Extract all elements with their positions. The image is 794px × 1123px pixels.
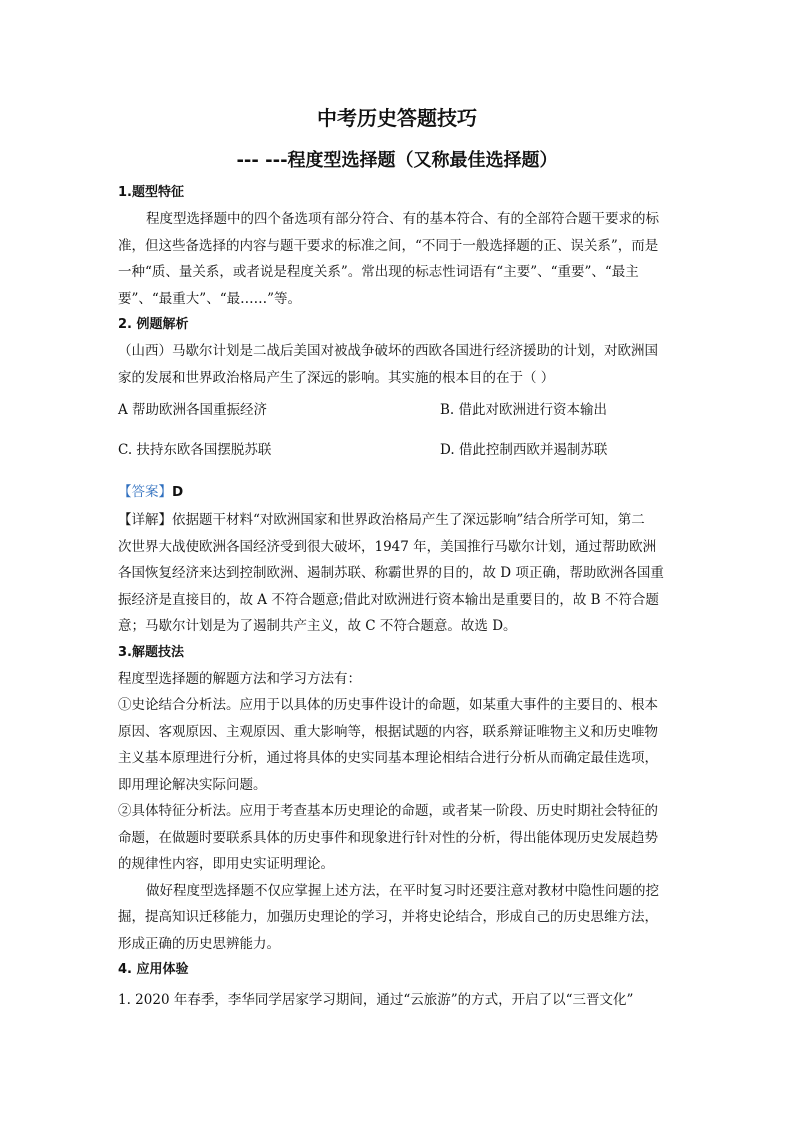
paragraph-line: 要”、“最重大”、“最……”等。	[118, 290, 302, 307]
option-c: C. 扶持东欧各国摆脱苏联	[118, 442, 272, 458]
section-heading-practice: 4. 应用体验	[118, 962, 189, 977]
paragraph-line: 准，但这些备选择的内容与题干要求的标准之间，“不同于一般选择题的正、误关系”，而是	[118, 237, 659, 254]
answer-line	[118, 477, 678, 507]
answer-options	[118, 391, 678, 475]
document-body	[118, 180, 678, 1014]
method-line: 主义基本原理进行分析，通过将具体的史实同基本理论相结合进行分析从而确定最佳选项，	[118, 750, 658, 766]
answer-tag: 【答案】	[118, 484, 172, 500]
method-line: 原因、客观原因、主观原因、重大影响等，根据试题的内容，联系辩证唯物主义和历史唯物	[118, 723, 658, 740]
option-d: D. 借此控制西欧并遏制苏联	[440, 442, 608, 458]
page-title: 中考历史答题技巧	[317, 106, 477, 130]
method-line: 即用理论解决实际问题。	[118, 776, 267, 793]
method-line: ②具体特征分析法。应用于考查基本历史理论的命题，或者某一阶段、历史时期社会特征的	[118, 803, 658, 819]
practice-item-1: 1. 2020 年春季，李华同学居家学习期间，通过“云旅游”的方式，开启了以“三晋文化”	[118, 992, 634, 1008]
method-line: 命题，在做题时要联系具体的历史事件和现象进行针对性的分析，得出能体现历史发展趋势	[118, 829, 658, 846]
answer-value: D	[172, 484, 184, 500]
intro-line: 程度型选择题的解题方法和学习方法有：	[118, 670, 361, 687]
detail-line	[118, 507, 678, 534]
paragraph-line: 一种“质、量关系，或者说是程度关系”。常出现的标志性词语有“主要”、“重要”、“最主	[118, 264, 639, 280]
section-heading-features: 1.题型特征	[118, 185, 184, 200]
detail-tag: 【详解】	[118, 512, 172, 528]
summary-line: 形成正确的历史思辨能力。	[118, 935, 280, 952]
detail-line: 振经济是直接目的，故 A 不符合题意;借此对欧洲进行资本输出是重要目的，故 B 不符合题	[118, 591, 659, 608]
method-line: 的规律性内容，即用史实证明理论。	[118, 856, 334, 872]
paragraph-line: 程度型选择题中的四个备选项有部分符合、有的基本符合、有的全部符合题干要求的标	[146, 211, 659, 227]
question-line: （山西）马歇尔计划是二战后美国对被战争破坏的西欧各国进行经济援助的计划，对欧洲国	[118, 343, 658, 359]
section-heading-techniques: 3.解题技法	[118, 644, 184, 660]
summary-line: 掘，提高知识迁移能力，加强历史理论的学习，并将史论结合，形成自己的历史思维方法，	[118, 909, 658, 925]
section-heading-example: 2. 例题解析	[118, 317, 189, 332]
option-b: B. 借此对欧洲进行资本输出	[440, 402, 608, 418]
detail-line: 意；马歇尔计划是为了遏制共产主义，故 C 不符合题意。故选 D。	[118, 618, 517, 634]
option-a: A 帮助欧洲各国重振经济	[118, 402, 268, 418]
method-line: ①史论结合分析法。应用于以具体的历史事件设计的命题，如某重大事件的主要目的、根本	[118, 697, 658, 713]
detail-text: 依据题干材料“对欧洲国家和世界政治格局产生了深远影响”结合所学可知，第二	[172, 512, 645, 528]
question-line: 家的发展和世界政治格局产生了深远的影响。其实施的根本目的在于（ ）	[118, 369, 555, 386]
page-subtitle: --- ---程度型选择题（又称最佳选择题）	[236, 150, 558, 171]
detail-line: 各国恢复经济来达到控制欧洲、遏制苏联、称霸世界的目的，故 D 项正确，帮助欧洲各国重	[118, 565, 664, 581]
detail-line: 次世界大战使欧洲各国经济受到很大破坏，1947 年，美国推行马歇尔计划，通过帮助欧洲	[118, 538, 657, 555]
summary-line: 做好程度型选择题不仅应掌握上述方法，在平时复习时还要注意对教材中隐性问题的挖	[146, 882, 659, 899]
